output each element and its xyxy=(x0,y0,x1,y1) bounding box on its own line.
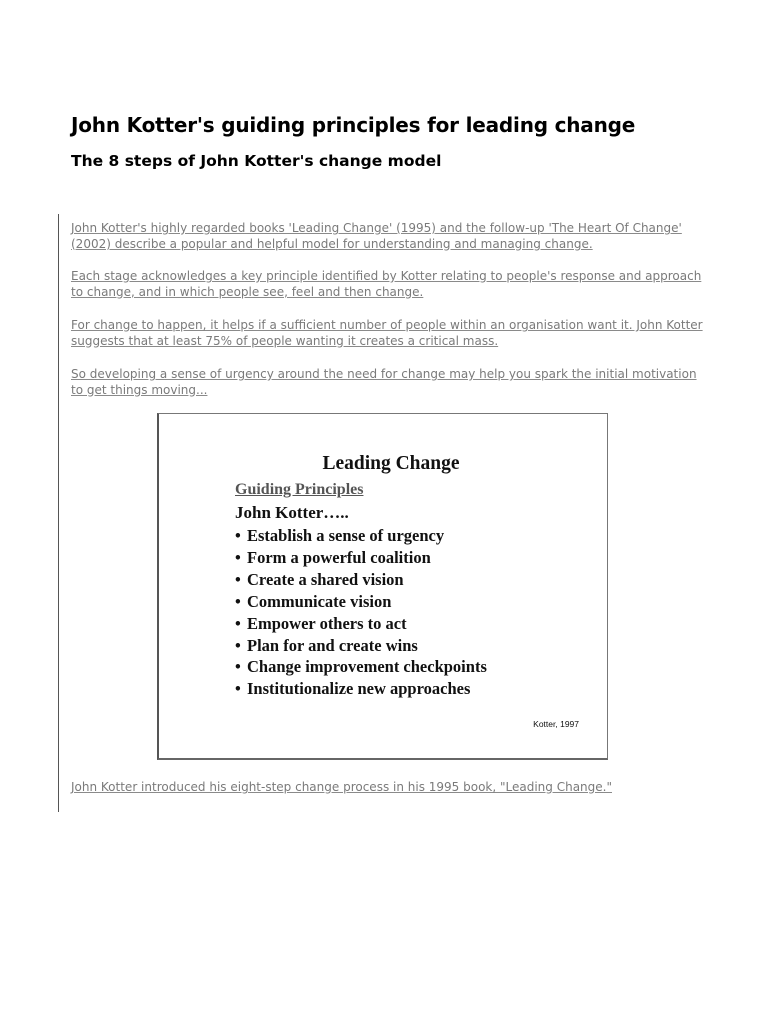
page-subtitle: The 8 steps of John Kotter's change model xyxy=(71,152,442,170)
slide-list-item: • Plan for and create wins xyxy=(235,635,487,657)
slide-list-item: • Create a shared vision xyxy=(235,569,487,591)
stage-paragraph-link[interactable]: Each stage acknowledges a key principle identified by Kotter relating to people's response and approach to change, and in which people see, feel and then change. xyxy=(71,269,702,299)
critical-mass-paragraph-link[interactable]: For change to happen, it helps if a sufficient number of people within an organisation want it. John Kotter suggests that at least 75% of people wanting it creates a critical mass. xyxy=(71,318,703,348)
page-title: John Kotter's guiding principles for leading change xyxy=(71,113,636,137)
slide-title: Leading Change xyxy=(322,453,460,474)
leading-change-slide-image xyxy=(157,413,608,760)
caption-link[interactable]: John Kotter introduced his eight-step change process in his 1995 book, "Leading Change." xyxy=(71,780,612,794)
slide-list-item: • Change improvement checkpoints xyxy=(235,656,487,678)
slide-list-item: • Communicate vision xyxy=(235,591,487,613)
slide-list-item: • Establish a sense of urgency xyxy=(235,525,487,547)
intro-paragraph-link[interactable]: John Kotter's highly regarded books 'Leading Change' (1995) and the follow-up 'The Heart Of Change' (2002) describe a popular and helpful model for understanding and managing change. xyxy=(71,221,682,251)
slide-list-item: • Institutionalize new approaches xyxy=(235,678,487,700)
slide-subtitle: Guiding Principles xyxy=(235,481,364,498)
slide-author: John Kotter….. xyxy=(235,503,349,522)
slide-citation: Kotter, 1997 xyxy=(533,719,579,729)
slide-list-item: • Empower others to act xyxy=(235,613,487,635)
urgency-paragraph-link[interactable]: So developing a sense of urgency around the need for change may help you spark the initial motivation to get things moving... xyxy=(71,367,697,397)
slide-list-item: • Form a powerful coalition xyxy=(235,547,487,569)
quote-rule xyxy=(58,214,59,812)
slide-principles-list xyxy=(235,525,487,700)
